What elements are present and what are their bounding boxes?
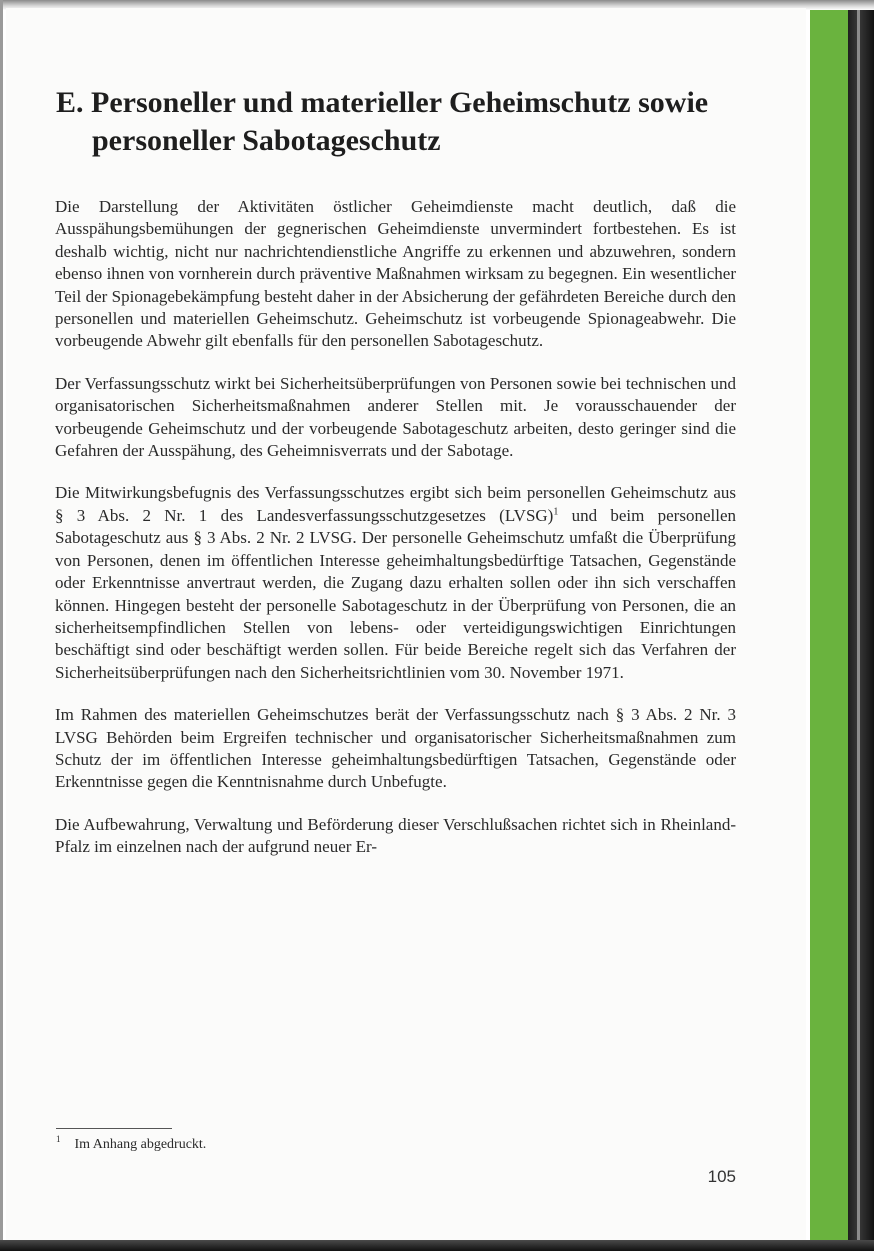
footnote (56, 1136, 206, 1154)
paragraph-2: Der Verfassungsschutz wirkt bei Sicherheitsüberprüfungen von Personen sowie bei technischen und organisatorischen Sicherheitsmaßnahmen anderer Stellen mit. Je vorausschauender der vorbeugende Geheimschutz und der vorbeugende Sabotageschutz arbeiten, desto geringer sind die Gefahren der Ausspähung, des Geheimnisverrats und der Sabotage. (55, 373, 736, 461)
page-left-edge (0, 0, 3, 1251)
page-bottom-shadow (0, 1240, 874, 1251)
footnote-mark: 1 (56, 1134, 61, 1145)
body-text (55, 196, 736, 879)
book-spine-edge (848, 10, 874, 1242)
paragraph-4: Im Rahmen des materiellen Geheimschutzes berät der Verfassungsschutz nach § 3 Abs. 2 Nr. 3 LVSG Behörden beim Ergreifen technischer und organisatorischer Sicherheitsmaßnahmen zum Schutz der im öffentlichen Interesse geheimhaltungsbedürftigen Tatsachen, Gegenstände oder Erkenntnisse gegen die Kenntnisnahme durch Unbefugte. (55, 705, 736, 792)
title-line-2: personeller Sabotageschutz (92, 124, 441, 157)
page-title (56, 84, 776, 160)
footnote-reference: 1 (553, 506, 559, 518)
page-number: 105 (707, 1167, 736, 1186)
paragraph-5: Die Aufbewahrung, Verwaltung und Beförderung dieser Verschlußsachen richtet sich in Rheinland-Pfalz im einzelnen nach der aufgrund neuer Er- (55, 814, 736, 857)
paragraph-1: Die Darstellung der Aktivitäten östlicher Geheimdienste macht deutlich, daß die Ausspähungsbemühungen der gegnerischen Geheimdienste unvermindert fortbestehen. Es ist deshalb wichtig, nicht nur nachrichtendienstliche Angriffe zu erkennen und abzuwehren, sondern ebenso ihnen von vornherein durch präventive Maßnahmen wirksam zu begegnen. Ein wesentlicher Teil der Spionagebekämpfung besteht daher in der Absicherung der gefährdeten Bereiche durch den personellen und materiellen Geheimschutz. Geheimschutz ist vorbeugende Spionageabwehr. Die vorbeugende Abwehr gilt ebenfalls für den personellen Sabotageschutz. (55, 197, 736, 351)
paragraph-3-part-1: Die Mitwirkungsbefugnis des Verfassungsschutzes ergibt sich beim personellen Geheimschutz aus § 3 Abs. 2 Nr. 1 des Landesverfassungsschutzgesetzes (LVSG) (55, 483, 736, 525)
title-line-1: E. Personeller und materieller Geheimschutz sowie (56, 86, 709, 119)
paragraph-3-part-2: und beim personellen Sabotageschutz aus § 3 Abs. 2 Nr. 2 LVSG. Der personelle Geheimschutz umfaßt die Überprüfung von Personen, denen im öffentlichen Interesse geheimhaltungsbedürftige Tatsachen, Gegenstände oder Erkenntnisse anvertraut werden, die Zugang dazu erhalten sollen oder ihn sich verschaffen können. Hingegen besteht der personelle Sabotageschutz in der Überprüfung von Personen, die an sicherheitsempfindlichen Stellen von lebens- oder verteidigungswichtigen Einrichtungen beschäftigt sind oder beschäftigt werden sollen. Für beide Bereiche regelt sich das Verfahren der Sicherheitsüberprüfungen nach den Sicherheitsrichtlinien vom 30. November 1971. (55, 505, 737, 682)
paragraph-3 (55, 482, 736, 684)
section-thumb-tab (810, 10, 848, 1242)
footnote-text: Im Anhang abgedruckt. (74, 1137, 207, 1152)
footnote-divider (56, 1128, 172, 1129)
book-edge-line (857, 10, 860, 1242)
